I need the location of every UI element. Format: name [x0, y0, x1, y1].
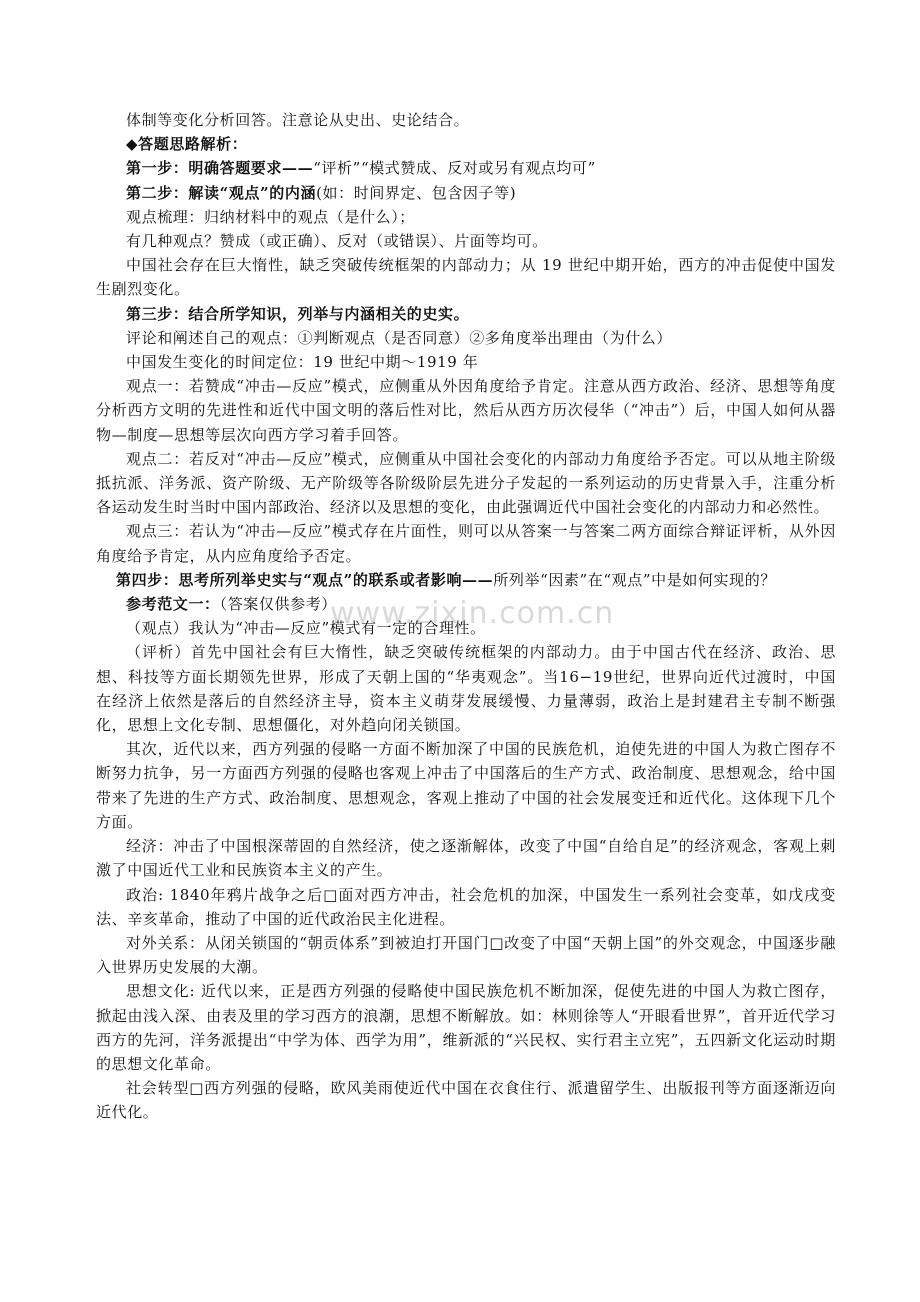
- paragraph: 观点梳理：归纳材料中的观点（是什么）；: [126, 207, 415, 226]
- answer-paragraph: （评析）首先中国社会有巨大惰性，缺乏突破传统框架的内部动力。由于中国古代在经济、政治、思想、科技等方面长期领先世界，形成了天朝上国的“华夷观念”。当16−19世纪，世界向近代过渡时，中国在经济上依然是落后的自然经济主导，资本主义萌芽发展缓慢、力量薄弱，政治上是封建君主专制不断强化，思想上文化专制、思想僵化，对外趋向闭关锁国。: [96, 643, 836, 735]
- viewpoint-2: 观点二：若反对“冲击—反应”模式，应侧重从中国社会变化的内部动力角度给予否定。可以从地主阶级抵抗派、洋务派、资产阶级、无产阶级等各阶级阶层先进分子发起的一系列运动的历史背景入手，注重分析各运动发生时当时中国内部政治、经济以及思想的变化，由此强调近代中国社会变化的内部动力和必然性。: [96, 449, 836, 517]
- step-text: (如：时间界定、包含因子等): [316, 183, 517, 202]
- answer-paragraph: 思想文化: 近代以来，正是西方列强的侵略使中国民族危机不断加深，促使先进的中国人为救亡图存，掀起由浅入深、由表及里的学习西方的浪潮，思想不断解放。如：林则徐等人“开眼看世界”，首开近代学习西方的先河，洋务派提出“中学为体、西学为用”，维新派的“兴民权、实行君主立宪”，五四新文化运动时期的思想文化革命。: [96, 982, 836, 1073]
- paragraph: 评论和阐述自己的观点：①判断观点（是否同意）②多角度举出理由（为什么）: [126, 328, 673, 347]
- step-1: [96, 156, 836, 180]
- step-4: [96, 568, 836, 592]
- reference-title: 参考范文一：: [126, 595, 220, 614]
- document-body: [96, 108, 836, 1125]
- answer-paragraph: （观点）我认为“冲击—反应”模式有一定的合理性。: [126, 619, 486, 638]
- paragraph: 中国发生变化的时间定位：19 世纪中期～1919 年: [126, 353, 479, 372]
- watermark: www.zixin.com.cn: [330, 596, 615, 631]
- reference-note: （答案仅供参考）: [219, 595, 337, 614]
- answer-paragraph: 社会转型□西方列强的侵略，欧风美雨使近代中国在衣食住行、派遣留学生、出版报刊等方面逐渐迈向近代化。: [96, 1079, 836, 1122]
- step-2: [96, 181, 836, 205]
- step-3: 第三步：结合所学知识，列举与内涵相关的史实。: [126, 304, 470, 323]
- answer-paragraph: 经济：冲击了中国根深蒂固的自然经济，使之逐渐解体，改变了中国“自给自足”的经济观念，客观上刺激了中国近代工业和民族资本主义的产生。: [96, 837, 836, 880]
- answer-paragraph: 其次，近代以来，西方列强的侵略一方面不断加深了中国的民族危机，迫使先进的中国人为救亡图存不断努力抗争，另一方面西方列强的侵略也客观上冲击了中国落后的生产方式、政治制度、思想观念，给中国带来了先进的生产方式、政治制度、思想观念，客观上推动了中国的社会发展变迁和近代化。这体现下几个方面。: [96, 740, 836, 831]
- paragraph: 有几种观点？赞成（或正确）、反对（或错误）、片面等均可。: [126, 232, 548, 251]
- viewpoint-1: 观点一：若赞成“冲击—反应”模式，应侧重从外因角度给予肯定。注意从西方政治、经济、思想等角度分析西方文明的先进性和近代中国文明的落后性对比，然后从西方历次侵华（“冲击”）后，中国人如何从器物—制度—思想等层次向西方学习着手回答。: [96, 377, 836, 444]
- step-title: 第四步：思考所列举史实与“观点”的联系或者影响——: [116, 570, 494, 589]
- answer-paragraph: 对外关系：从闭关锁国的“朝贡体系”到被迫打开国门□改变了中国“天朝上国”的外交观念，中国逐步融入世界历史发展的大潮。: [96, 933, 836, 977]
- viewpoint-3: 观点三：若认为“冲击—反应”模式存在片面性，则可以从答案一与答案二两方面综合辩证评析，从外因角度给予肯定，从内应角度给予否定。: [96, 522, 836, 565]
- step-title: 第一步：明确答题要求——: [126, 159, 314, 178]
- step-text: 所列举“因素”在“观点”中是如何实现的？: [493, 570, 776, 589]
- section-heading: ◆答题思路解析：: [126, 135, 248, 154]
- paragraph: 中国社会存在巨大惰性，缺乏突破传统框架的内部动力；从 19 世纪中期开始，西方的冲击促使中国发生剧烈变化。: [96, 256, 836, 299]
- step-text: “评析”“模式赞成、反对或另有观点均可”: [313, 159, 596, 178]
- answer-paragraph: 政治: 1840年鸦片战争之后□面对西方冲击，社会危机的加深，中国发生一系列社会变革，如戊戌变法、辛亥革命，推动了中国的近代政治民主化进程。: [96, 885, 836, 928]
- paragraph: 体制等变化分析回答。注意论从史出、史论结合。: [126, 111, 470, 129]
- reference-heading: [96, 592, 836, 616]
- step-title: 第二步：解读“观点”的内涵: [126, 183, 317, 202]
